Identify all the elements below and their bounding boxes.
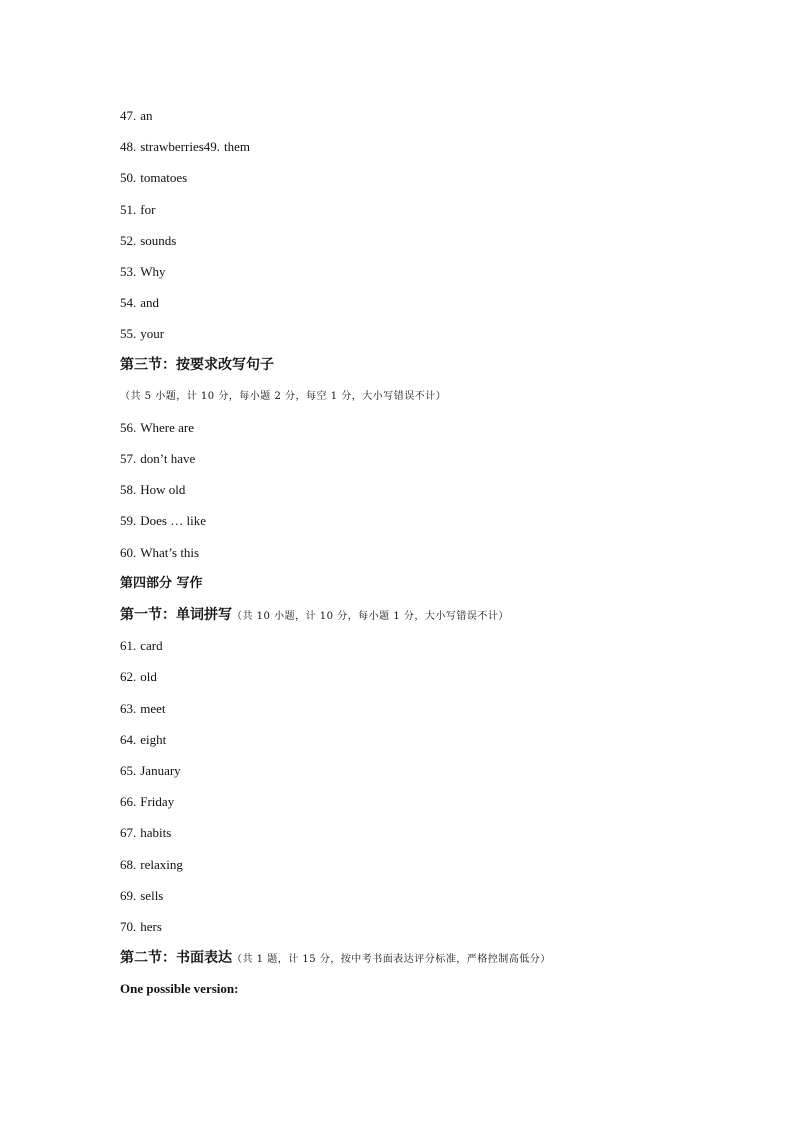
- section4-2-note: （共 1 题，计 15 分，按中考书面表达评分标准，严格控制高低分）: [232, 954, 551, 966]
- sample-label: One possible version:: [120, 981, 239, 997]
- answer-58: 58. How old: [120, 482, 186, 498]
- section3-note: （共 5 小题，计 10 分，每小题 2 分，每空 1 分，大小写错误不计）: [120, 390, 447, 402]
- answer-55: 55. your: [120, 326, 165, 342]
- answer-67: 67. habits: [120, 825, 172, 841]
- answer-47: 47. an: [120, 108, 153, 123]
- answer-52: 52. sounds: [120, 232, 177, 248]
- answer-56: 56. Where are: [120, 419, 195, 435]
- section4-1-heading-row: [120, 599, 720, 630]
- answer-68: 68. relaxing: [120, 856, 183, 872]
- answer-66: 66. Friday: [120, 794, 175, 810]
- answer-50: 50. tomatoes: [120, 170, 188, 186]
- answer-60: 60. What’s this: [120, 544, 200, 560]
- answer-51: 51. for: [120, 201, 156, 217]
- answer-62: 62. old: [120, 669, 157, 685]
- section4-1-heading: 第一节：单词拼写: [120, 607, 232, 623]
- section4-2-heading-row: [120, 942, 720, 973]
- section4-1-note: （共 10 小题，计 10 分，每小题 1 分，大小写错误不计）: [232, 611, 509, 622]
- part4-heading: 第四部分 写作: [120, 575, 203, 591]
- section4-2-heading: 第二节：书面表达: [120, 950, 232, 967]
- answer-59: 59. Does … like: [120, 513, 206, 529]
- answer-57: 57. don’t have: [120, 451, 196, 467]
- answer-48-49: 48. strawberries49. them: [120, 139, 251, 155]
- answer-63: 63. meet: [120, 700, 166, 716]
- answer-64: 64. eight: [120, 731, 167, 747]
- answer-54: 54. and: [120, 295, 160, 311]
- answer-53: 53. Why: [120, 263, 166, 279]
- answer-69: 69. sells: [120, 887, 164, 903]
- section3-heading: 第三节：按要求改写句子: [120, 356, 274, 373]
- answer-key-page: [120, 100, 720, 1004]
- answer-61: 61. card: [120, 638, 163, 654]
- answer-65: 65. January: [120, 762, 181, 778]
- answer-70: 70. hers: [120, 918, 162, 934]
